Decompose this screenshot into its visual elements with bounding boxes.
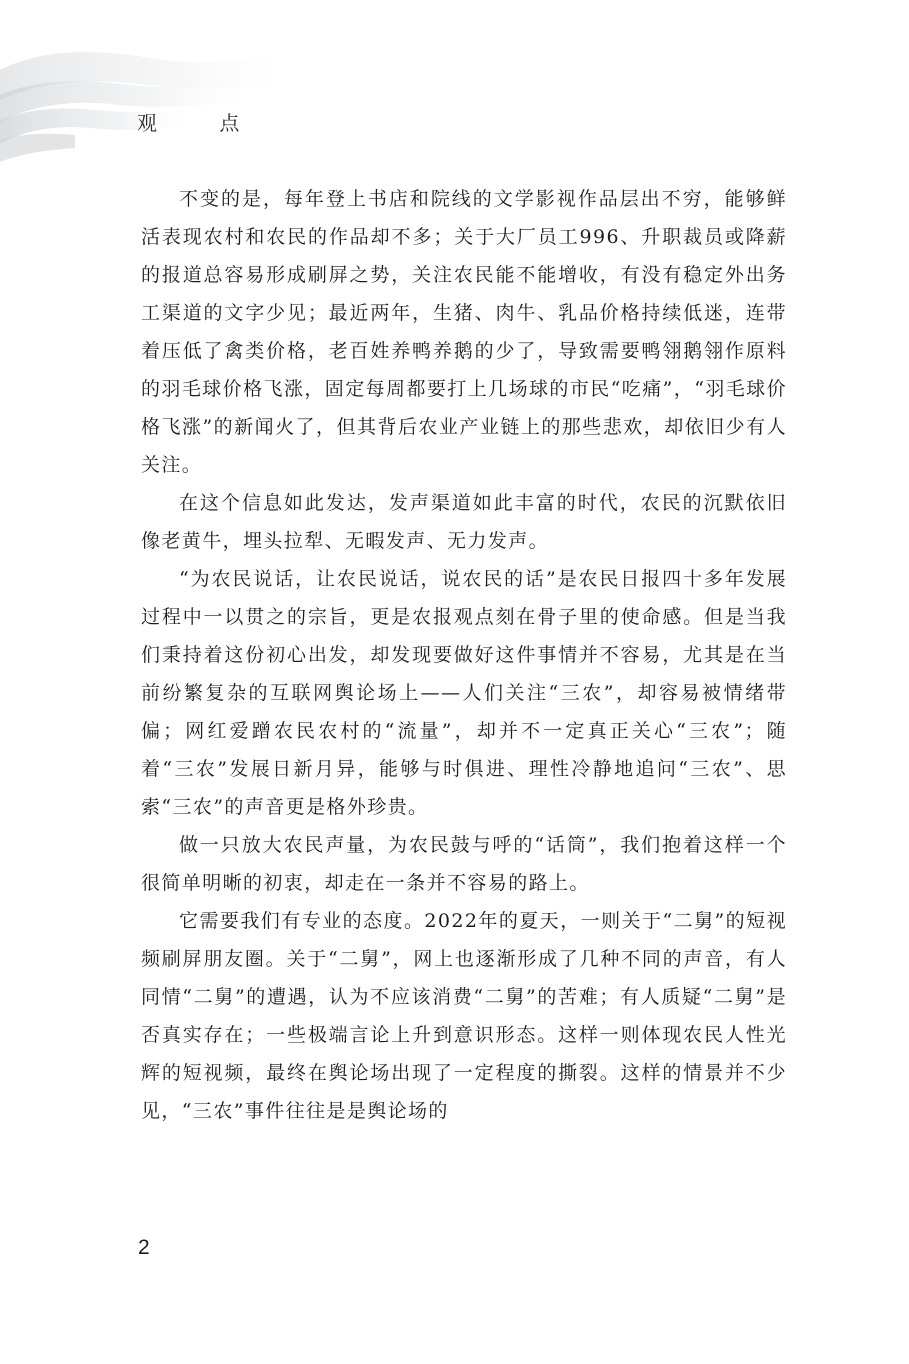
section-title: 观 点 <box>137 111 268 135</box>
header-wave-decoration <box>0 40 300 170</box>
paragraph-3: “为农民说话，让农民说话，说农民的话”是农民日报四十多年发展过程中一以贯之的宗旨，更是农报观点刻在骨子里的使命感。但是当我们秉持着这份初心出发，却发现要做好这件事情并不容易，尤其是在当前纷繁复杂的互联网舆论场上——人们关注“三农”，却容易被情绪带偏；网红爱蹭农民农村的“流量”，却并不一定真正关心“三农”；随着“三农”发展日新月异，能够与时俱进、理性冷静地追问“三农”、思索“三农”的声音更是格外珍贵。 <box>141 568 787 818</box>
paragraph-2: 在这个信息如此发达，发声渠道如此丰富的时代，农民的沉默依旧像老黄牛，埋头拉犁、无暇发声、无力发声。 <box>141 492 787 552</box>
paragraph-4: 做一只放大农民声量，为农民鼓与呼的“话筒”，我们抱着这样一个很简单明晰的初衷，却走在一条并不容易的路上。 <box>141 834 787 894</box>
page-number: 2 <box>138 1236 150 1259</box>
paragraph-1: 不变的是，每年登上书店和院线的文学影视作品层出不穷，能够鲜活表现农村和农民的作品却不多；关于大厂员工996、升职裁员或降薪的报道总容易形成刷屏之势，关注农民能不能增收，有没有稳定外出务工渠道的文字少见；最近两年，生猪、肉牛、乳品价格持续低迷，连带着压低了禽类价格，老百姓养鸭养鹅的少了，导致需要鸭翎鹅翎作原料的羽毛球价格飞涨，固定每周都要打上几场球的市民“吃痛”，“羽毛球价格飞涨”的新闻火了，但其背后农业产业链上的那些悲欢，却依旧少有人关注。 <box>141 188 787 476</box>
article-body <box>141 180 787 1130</box>
paragraph-5: 它需要我们有专业的态度。2022年的夏天，一则关于“二舅”的短视频刷屏朋友圈。关于“二舅”，网上也逐渐形成了几种不同的声音，有人同情“二舅”的遭遇，认为不应该消费“二舅”的苦难；有人质疑“二舅”是否真实存在；一些极端言论上升到意识形态。这样一则体现农民人性光辉的短视频，最终在舆论场出现了一定程度的撕裂。这样的情景并不少见，“三农”事件往往是是舆论场的 <box>141 910 787 1122</box>
